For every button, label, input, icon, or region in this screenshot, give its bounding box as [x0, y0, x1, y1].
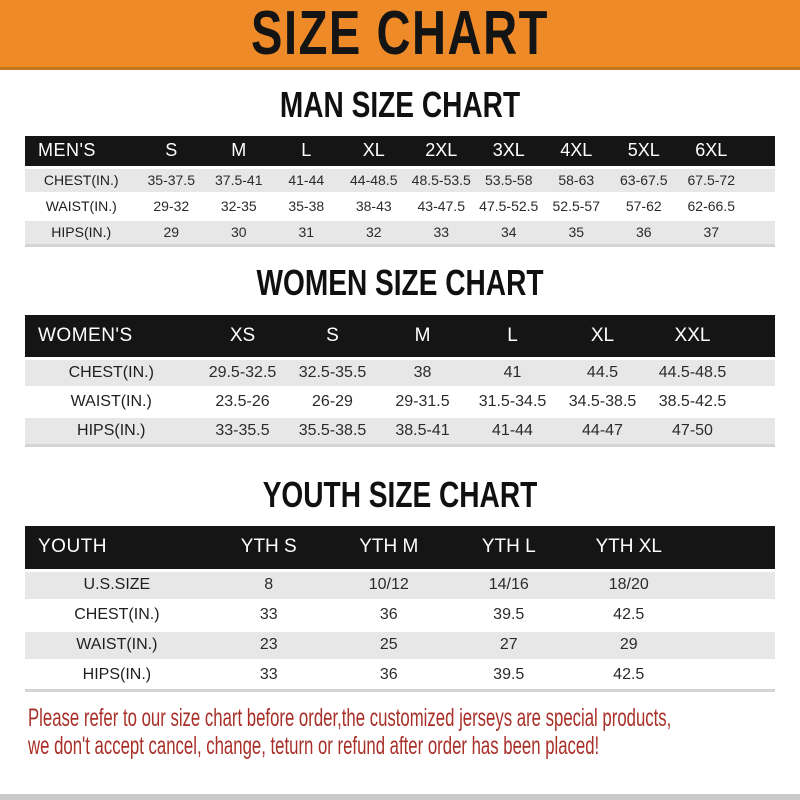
youth-size-table [25, 526, 775, 692]
size-column-header: 4XL [543, 136, 611, 167]
spacer-cell [745, 167, 775, 193]
size-value-cell: 25 [329, 630, 449, 660]
size-column-header: L [273, 136, 341, 167]
size-value-cell: 39.5 [449, 660, 569, 690]
size-table-row [25, 359, 775, 388]
size-column-header: YTH M [329, 526, 449, 570]
row-label-cell: WAIST(IN.) [25, 388, 198, 417]
size-value-cell: 35.5-38.5 [288, 417, 378, 446]
spacer-cell [738, 359, 776, 388]
women-size-table [25, 315, 775, 448]
men-section-heading: MAN SIZE CHART [279, 84, 521, 125]
size-value-cell: 29-32 [138, 193, 206, 219]
size-value-cell: 32.5-35.5 [288, 359, 378, 388]
table-title-cell: WOMEN'S [25, 315, 198, 359]
size-column-header: YTH L [449, 526, 569, 570]
size-table-row [25, 193, 775, 219]
size-value-cell: 38.5-42.5 [648, 388, 738, 417]
size-value-cell: 27 [449, 630, 569, 660]
size-column-header: 3XL [475, 136, 543, 167]
size-value-cell: 41-44 [273, 167, 341, 193]
size-table-row [25, 417, 775, 446]
disclaimer-line-1: Please refer to our size chart before order,the customized jerseys are special products, [28, 703, 672, 732]
women-section [0, 263, 800, 448]
size-column-header: XXL [648, 315, 738, 359]
size-value-cell: 58-63 [543, 167, 611, 193]
size-value-cell: 53.5-58 [475, 167, 543, 193]
row-label-cell: HIPS(IN.) [25, 417, 198, 446]
size-column-header: S [288, 315, 378, 359]
size-value-cell: 41 [468, 359, 558, 388]
size-column-header: M [205, 136, 273, 167]
size-value-cell: 31 [273, 219, 341, 245]
size-value-cell: 38-43 [340, 193, 408, 219]
size-value-cell: 44-48.5 [340, 167, 408, 193]
youth-section [0, 475, 800, 692]
size-column-header: L [468, 315, 558, 359]
row-label-cell: WAIST(IN.) [25, 193, 138, 219]
size-table-header-row [25, 136, 775, 167]
size-table-row [25, 167, 775, 193]
size-column-header: XL [558, 315, 648, 359]
size-value-cell: 23.5-26 [198, 388, 288, 417]
size-value-cell: 35-37.5 [138, 167, 206, 193]
row-label-cell: CHEST(IN.) [25, 600, 209, 630]
size-value-cell: 10/12 [329, 570, 449, 600]
size-value-cell: 29-31.5 [378, 388, 468, 417]
size-value-cell: 33-35.5 [198, 417, 288, 446]
size-value-cell: 38 [378, 359, 468, 388]
size-table-header-row [25, 526, 775, 570]
size-value-cell: 44-47 [558, 417, 648, 446]
page-title: SIZE CHART [251, 0, 549, 68]
size-column-header: YTH XL [569, 526, 689, 570]
size-value-cell: 37 [678, 219, 746, 245]
disclaimer-line-2: we don't accept cancel, change, teturn or refund after order has been placed! [28, 731, 600, 760]
spacer-cell [745, 193, 775, 219]
row-label-cell: HIPS(IN.) [25, 660, 209, 690]
size-value-cell: 44.5-48.5 [648, 359, 738, 388]
size-value-cell: 57-62 [610, 193, 678, 219]
spacer-cell [689, 570, 775, 600]
row-label-cell: CHEST(IN.) [25, 359, 198, 388]
women-section-heading: WOMEN SIZE CHART [256, 261, 544, 303]
size-table-header-row [25, 315, 775, 359]
size-table-row [25, 630, 775, 660]
size-column-header: 2XL [408, 136, 476, 167]
size-value-cell: 39.5 [449, 600, 569, 630]
row-label-cell: HIPS(IN.) [25, 219, 138, 245]
size-value-cell: 37.5-41 [205, 167, 273, 193]
row-label-cell: WAIST(IN.) [25, 630, 209, 660]
size-value-cell: 34 [475, 219, 543, 245]
size-value-cell: 67.5-72 [678, 167, 746, 193]
row-label-cell: CHEST(IN.) [25, 167, 138, 193]
size-value-cell: 33 [209, 600, 329, 630]
bottom-edge-strip [0, 794, 800, 800]
size-value-cell: 29.5-32.5 [198, 359, 288, 388]
size-table-row [25, 660, 775, 690]
size-value-cell: 42.5 [569, 600, 689, 630]
size-value-cell: 33 [408, 219, 476, 245]
size-value-cell: 14/16 [449, 570, 569, 600]
size-column-header: 6XL [678, 136, 746, 167]
size-value-cell: 44.5 [558, 359, 648, 388]
size-column-header: XL [340, 136, 408, 167]
size-value-cell: 29 [569, 630, 689, 660]
size-value-cell: 47-50 [648, 417, 738, 446]
size-column-header: XS [198, 315, 288, 359]
table-title-cell: MEN'S [25, 136, 138, 167]
size-value-cell: 43-47.5 [408, 193, 476, 219]
size-value-cell: 8 [209, 570, 329, 600]
table-title-cell: YOUTH [25, 526, 209, 570]
size-table-row [25, 388, 775, 417]
spacer-cell [689, 600, 775, 630]
size-column-header: YTH S [209, 526, 329, 570]
size-column-header: 5XL [610, 136, 678, 167]
size-chart-banner [0, 0, 800, 70]
size-table-row [25, 219, 775, 245]
row-label-cell: U.S.SIZE [25, 570, 209, 600]
size-column-header: M [378, 315, 468, 359]
spacer-cell [689, 660, 775, 690]
size-value-cell: 31.5-34.5 [468, 388, 558, 417]
size-value-cell: 32-35 [205, 193, 273, 219]
spacer-cell [745, 219, 775, 245]
size-value-cell: 29 [138, 219, 206, 245]
spacer-cell [745, 136, 775, 167]
size-value-cell: 62-66.5 [678, 193, 746, 219]
men-size-table [25, 136, 775, 247]
size-value-cell: 52.5-57 [543, 193, 611, 219]
spacer-cell [738, 417, 776, 446]
size-value-cell: 33 [209, 660, 329, 690]
spacer-cell [689, 526, 775, 570]
size-value-cell: 47.5-52.5 [475, 193, 543, 219]
size-value-cell: 26-29 [288, 388, 378, 417]
spacer-cell [689, 630, 775, 660]
size-value-cell: 48.5-53.5 [408, 167, 476, 193]
disclaimer [28, 704, 800, 760]
size-value-cell: 36 [610, 219, 678, 245]
size-column-header: S [138, 136, 206, 167]
size-value-cell: 34.5-38.5 [558, 388, 648, 417]
size-value-cell: 30 [205, 219, 273, 245]
size-value-cell: 42.5 [569, 660, 689, 690]
size-value-cell: 36 [329, 660, 449, 690]
size-table-row [25, 570, 775, 600]
size-value-cell: 18/20 [569, 570, 689, 600]
size-value-cell: 36 [329, 600, 449, 630]
youth-section-heading: YOUTH SIZE CHART [262, 474, 538, 515]
men-section [0, 85, 800, 247]
spacer-cell [738, 388, 776, 417]
size-value-cell: 63-67.5 [610, 167, 678, 193]
size-value-cell: 35-38 [273, 193, 341, 219]
size-value-cell: 41-44 [468, 417, 558, 446]
size-value-cell: 35 [543, 219, 611, 245]
size-value-cell: 23 [209, 630, 329, 660]
spacer-cell [738, 315, 776, 359]
size-value-cell: 32 [340, 219, 408, 245]
size-table-row [25, 600, 775, 630]
size-value-cell: 38.5-41 [378, 417, 468, 446]
